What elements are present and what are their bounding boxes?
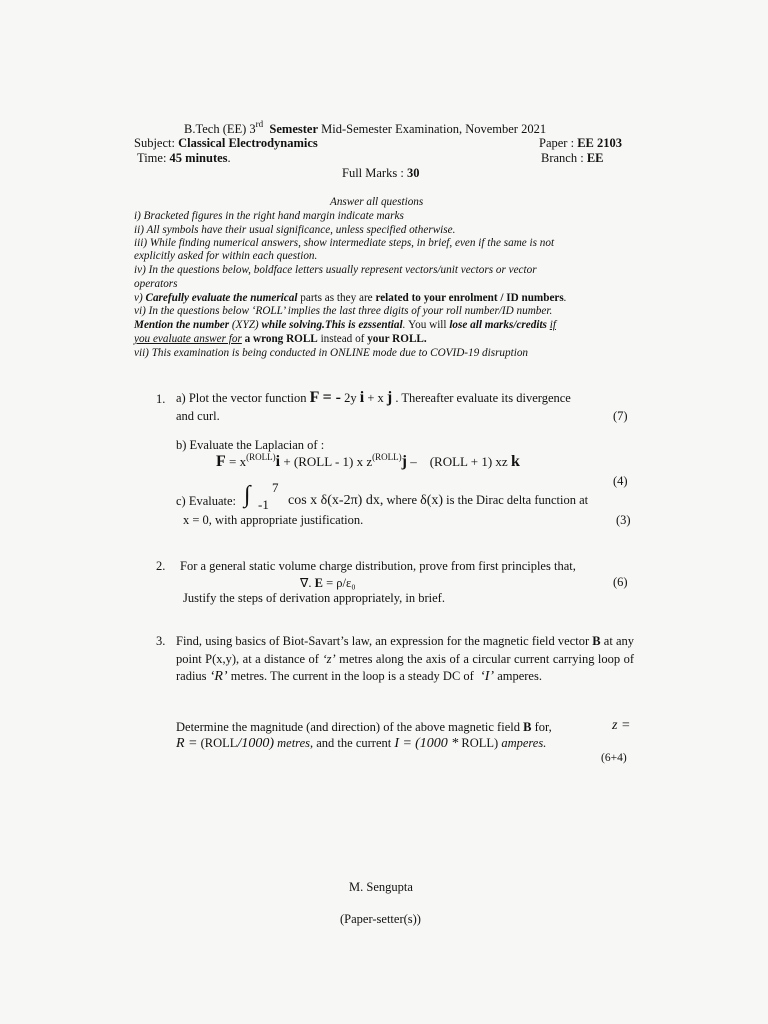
q3-marks: (6+4) bbox=[601, 752, 627, 764]
q3-paragraph1: Find, using basics of Biot-Savart’s law, an expression for the magnetic field vector B at any point P(x,y), at a distance of ‘z’ metres along the axis of a circular current carrying loop of radius ‘R’ metres. The current in the loop is a steady DC of ‘I’ amperes. bbox=[176, 634, 635, 684]
instruction-iii-cont: explicitly asked for within each question. bbox=[134, 250, 318, 262]
instruction-v: v) Carefully evaluate the numerical parts as they are related to your enrolment / ID numbers. bbox=[134, 292, 567, 304]
instruction-i: i) Bracketed figures in the right hand margin indicate marks bbox=[134, 210, 404, 222]
q1c-line2: x = 0, with appropriate justification. bbox=[183, 513, 364, 527]
q2-line3: Justify the steps of derivation appropriately, in brief. bbox=[183, 591, 445, 605]
instruction-vi-cont2: you evaluate answer for a wrong ROLL instead of your ROLL. bbox=[134, 333, 427, 345]
q1b-equation: $F = x^{(ROLL)}i$ + (ROLL - 1) x $z^{(ROLL)}j$ – (ROLL + 1) xz k bbox=[216, 452, 520, 470]
time-line: Time: 45 minutes. bbox=[137, 151, 231, 165]
q1a-line1: a) Plot the vector function F = - 2y i + x j . Thereafter evaluate its divergence bbox=[176, 389, 571, 406]
paper-setter-role: (Paper-setter(s)) bbox=[340, 912, 421, 926]
z-equals: z = bbox=[612, 718, 631, 733]
q1c-marks: (3) bbox=[616, 513, 631, 527]
full-marks: Full Marks : 30 bbox=[342, 166, 420, 180]
instruction-ii: ii) All symbols have their usual significance, unless specified otherwise. bbox=[134, 224, 456, 236]
q1c-line1: c) Evaluate: bbox=[176, 494, 237, 508]
q3-number: 3. bbox=[156, 634, 166, 648]
instruction-vi-cont: Mention the number (XYZ) while solving.This is ezssential. You will lose all marks/credits if bbox=[134, 319, 556, 331]
subject-line: Subject: Classical Electrodynamics bbox=[134, 136, 318, 150]
q1a-line2: and curl. bbox=[176, 409, 220, 423]
exam-title: B.Tech (EE) 3rd Semester Mid-Semester Examination, November 2021 bbox=[184, 119, 547, 136]
instruction-iii: iii) While finding numerical answers, show intermediate steps, in brief, even if the same is not bbox=[134, 237, 555, 249]
instruction-iv-cont: operators bbox=[134, 278, 178, 290]
q2-marks: (6) bbox=[613, 575, 628, 589]
q1c-expression: cos x δ(x-2π) dx, where δ(x) is the Dirac delta function at bbox=[288, 493, 589, 508]
instruction-iv: iv) In the questions below, boldface letters usually represent vectors/unit vectors or vector bbox=[134, 264, 537, 276]
q3-paragraph2-line1: Determine the magnitude (and direction) of the above magnetic field B for, bbox=[176, 720, 552, 734]
integral-sign: ∫ bbox=[244, 482, 251, 508]
q1a-marks: (7) bbox=[613, 409, 628, 423]
q1-number: 1. bbox=[156, 392, 166, 406]
q2-equation: ∇. E = ρ/ε₀ bbox=[300, 576, 356, 590]
q2-number: 2. bbox=[156, 559, 166, 573]
instruction-vi: vi) In the questions below ‘ROLL’ implies the last three digits of your roll number/ID number. bbox=[134, 305, 553, 317]
q1b-marks: (4) bbox=[613, 474, 628, 488]
instruction-vii: vii) This examination is being conducted in ONLINE mode due to COVID-19 disruption bbox=[134, 347, 529, 359]
integral-lower-limit: -1 bbox=[258, 497, 269, 512]
branch-line: Branch : EE bbox=[541, 151, 604, 165]
paper-code: Paper : EE 2103 bbox=[539, 136, 622, 150]
q1b-line1: b) Evaluate the Laplacian of : bbox=[176, 438, 325, 452]
paper-setter-name: M. Sengupta bbox=[349, 880, 413, 894]
instructions-heading: Answer all questions bbox=[330, 196, 424, 208]
integral-upper-limit: 7 bbox=[272, 480, 279, 495]
q3-paragraph2-line2: R = (ROLL/1000) metres, and the current I = (1000 * ROLL) amperes. bbox=[176, 736, 547, 751]
q2-line1: For a general static volume charge distribution, prove from first principles that, bbox=[180, 559, 576, 573]
